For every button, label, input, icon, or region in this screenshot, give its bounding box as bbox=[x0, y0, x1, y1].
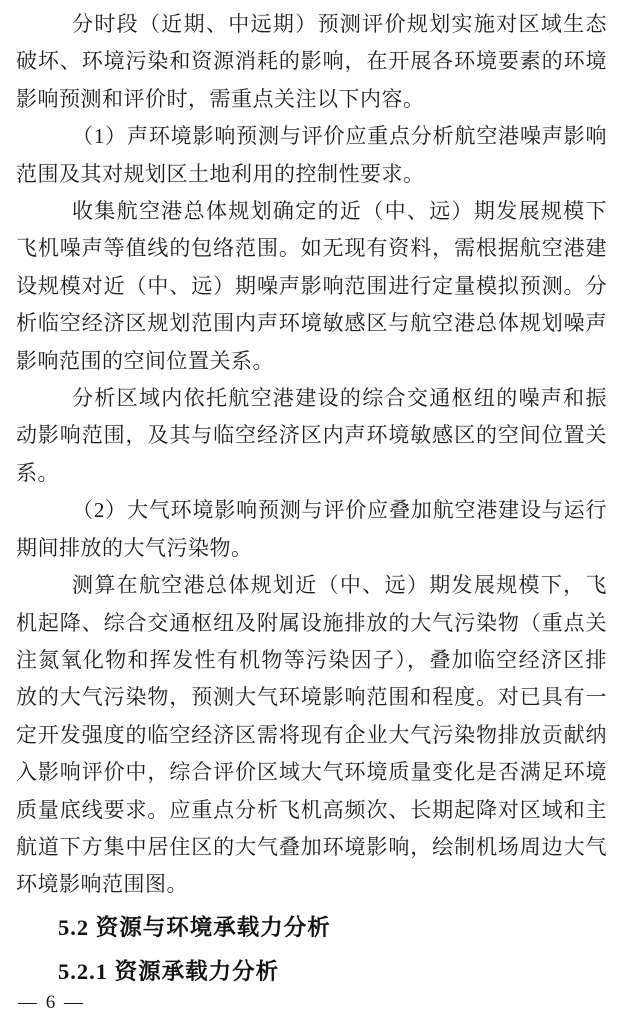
paragraph-1: 分时段（近期、中远期）预测评价规划实施对区域生态破坏、环境污染和资源消耗的影响，在开展各环境要素的环境影响预测和评价时，需重点关注以下内容。 bbox=[16, 12, 607, 111]
document-body bbox=[16, 6, 607, 992]
paragraph-5-item-2: （2）大气环境影响预测与评价应叠加航空港建设与运行期间排放的大气污染物。 bbox=[16, 498, 607, 560]
page-number: — 6 — bbox=[18, 991, 85, 1013]
section-heading-5-2: 5.2 资源与环境承载力分析 bbox=[58, 914, 331, 940]
paragraph-3: 收集航空港总体规划确定的近（中、远）期发展规模下飞机噪声等值线的包络范围。如无现有资料，需根据航空港建设规模对近（中、远）期噪声影响范围进行定量模拟预测。分析临空经济区规划范围内声环境敏感区与航空港总体规划噪声影响范围的空间位置关系。 bbox=[16, 199, 607, 373]
section-heading-5-2-1: 5.2.1 资源承载力分析 bbox=[58, 958, 280, 984]
page-footer bbox=[16, 992, 607, 1021]
paragraph-6: 测算在航空港总体规划近（中、远）期发展规模下，飞机起降、综合交通枢纽及附属设施排放的大气污染物（重点关注氮氧化物和挥发性有机物等污染因子），叠加临空经济区排放的大气污染物，预测大气环境影响范围和程度。对已具有一定开发强度的临空经济区需将现有企业大气污染物排放贡献纳入影响评价中，综合评价区域大气环境质量变化是否满足环境质量底线要求。应重点分析飞机高频次、长期起降对区域和主航道下方集中居住区的大气叠加环境影响，绘制机场周边大气环境影响范围图。 bbox=[16, 573, 607, 897]
paragraph-2-item-1: （1）声环境影响预测与评价应重点分析航空港噪声影响范围及其对规划区土地利用的控制性要求。 bbox=[16, 124, 607, 186]
paragraph-4: 分析区域内依托航空港建设的综合交通枢纽的噪声和振动影响范围，及其与临空经济区内声环境敏感区的空间位置关系。 bbox=[16, 386, 607, 485]
